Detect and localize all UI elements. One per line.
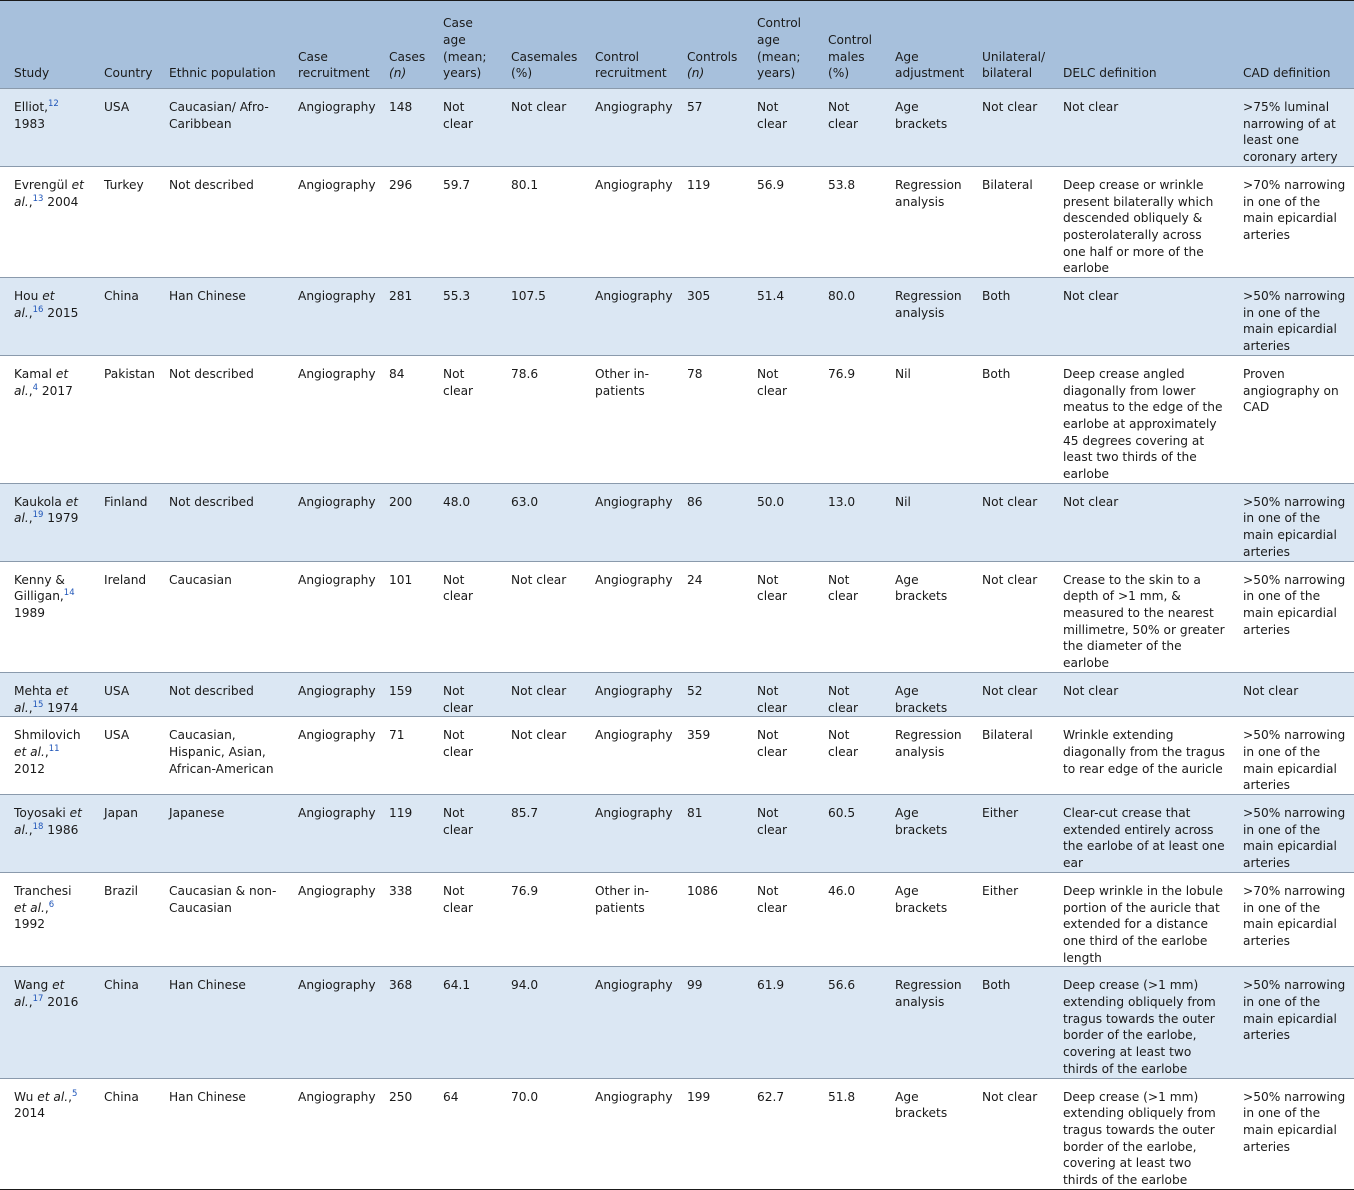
case-age-cell: Not clear: [429, 561, 497, 672]
study-author: Toyosaki: [14, 806, 70, 821]
study-author: Kaukola: [14, 494, 66, 509]
control-males-cell: Not clear: [814, 561, 881, 672]
cases-cell: 148: [375, 89, 429, 167]
delc-definition-cell: Deep wrinkle in the lobule portion of the auricle that extended for a distance one third of the earlobe length: [1049, 872, 1229, 967]
delc-definition-cell: Deep crease (>1 mm) extending obliquely from tragus towards the outer border of the earlobe, covering at least two thirds of the earlobe: [1049, 967, 1229, 1078]
control-recruitment-cell: Angiography: [581, 967, 673, 1078]
delc-definition-cell: Wrinkle extending diagonally from the tragus to rear edge of the auricle: [1049, 717, 1229, 795]
age-adjustment-cell: Nil: [881, 355, 968, 483]
ethnic-cell: Caucasian/ Afro-Caribbean: [155, 89, 284, 167]
study-year: 2016: [43, 995, 79, 1010]
control-males-cell: Not clear: [814, 717, 881, 795]
case-recruitment-cell: Angiography: [284, 1078, 375, 1189]
delc-definition-cell: Clear-cut crease that extended entirely across the earlobe of at least one ear: [1049, 795, 1229, 873]
header-cases: Cases (n): [375, 1, 429, 89]
citation-link[interactable]: 6: [48, 899, 55, 910]
study-cell: Mehta et al.,$^{15}$ 1974: [0, 672, 90, 716]
study-year: 1983: [14, 116, 46, 131]
controls-cell: 81: [673, 795, 743, 873]
ethnic-cell: Caucasian & non-Caucasian: [155, 872, 284, 967]
delc-definition-cell: Not clear: [1049, 483, 1229, 561]
control-recruitment-cell: Angiography: [581, 166, 673, 277]
control-recruitment-cell: Angiography: [581, 1078, 673, 1189]
control-recruitment-cell: Angiography: [581, 278, 673, 356]
country-cell: China: [90, 278, 155, 356]
citation-link[interactable]: 14: [63, 588, 75, 599]
lateral-cell: Not clear: [968, 89, 1049, 167]
header-control-recruitment: Control recruitment: [581, 1, 673, 89]
study-author: Kamal: [14, 366, 56, 381]
country-cell: USA: [90, 672, 155, 716]
cases-cell: 281: [375, 278, 429, 356]
cad-definition-cell: >70% narrowing in one of the main epicardial arteries: [1229, 166, 1354, 277]
header-case-males: Casemales (%): [497, 1, 581, 89]
table-row: [0, 672, 1354, 716]
ethnic-cell: Not described: [155, 166, 284, 277]
case-males-cell: Not clear: [497, 717, 581, 795]
cad-definition-cell: >50% narrowing in one of the main epicardial arteries: [1229, 1078, 1354, 1189]
delc-definition-cell: Not clear: [1049, 278, 1229, 356]
citation-link[interactable]: 19: [32, 510, 44, 521]
country-cell: China: [90, 1078, 155, 1189]
control-males-cell: Not clear: [814, 672, 881, 716]
header-case-age: Case age (mean; years): [429, 1, 497, 89]
study-author: Mehta: [14, 683, 56, 698]
study-etal: et al.: [14, 900, 45, 915]
case-males-cell: 80.1: [497, 166, 581, 277]
controls-cell: 57: [673, 89, 743, 167]
control-males-cell: 46.0: [814, 872, 881, 967]
control-age-cell: 61.9: [743, 967, 814, 1078]
citation-link[interactable]: 5: [71, 1088, 78, 1099]
study-etal: et al.: [14, 683, 69, 715]
case-age-cell: 64: [429, 1078, 497, 1189]
ethnic-cell: Japanese: [155, 795, 284, 873]
study-cell: Wu et al.,$^5$ 2014: [0, 1078, 90, 1189]
study-author: Wu: [14, 1089, 38, 1104]
case-males-cell: Not clear: [497, 561, 581, 672]
case-age-cell: 59.7: [429, 166, 497, 277]
control-recruitment-cell: Angiography: [581, 561, 673, 672]
citation-link[interactable]: 4: [32, 382, 39, 393]
ethnic-cell: Han Chinese: [155, 278, 284, 356]
header-delc-definition: DELC definition: [1049, 1, 1229, 89]
table-row: [0, 717, 1354, 795]
controls-cell: 99: [673, 967, 743, 1078]
case-males-cell: Not clear: [497, 89, 581, 167]
case-recruitment-cell: Angiography: [284, 89, 375, 167]
study-cell: Kamal et al.,$^4$ 2017: [0, 355, 90, 483]
age-adjustment-cell: Age brackets: [881, 89, 968, 167]
study-etal: et al.: [14, 744, 45, 759]
control-males-cell: 56.6: [814, 967, 881, 1078]
study-author: Evrengül: [14, 177, 72, 192]
case-age-cell: Not clear: [429, 355, 497, 483]
lateral-cell: Both: [968, 967, 1049, 1078]
case-recruitment-cell: Angiography: [284, 483, 375, 561]
cad-definition-cell: >75% luminal narrowing of at least one coronary artery: [1229, 89, 1354, 167]
lateral-cell: Not clear: [968, 672, 1049, 716]
control-age-cell: Not clear: [743, 795, 814, 873]
cases-cell: 250: [375, 1078, 429, 1189]
case-males-cell: 76.9: [497, 872, 581, 967]
table-row: [0, 967, 1354, 1078]
age-adjustment-cell: Age brackets: [881, 872, 968, 967]
case-age-cell: 48.0: [429, 483, 497, 561]
country-cell: Finland: [90, 483, 155, 561]
study-cell: Shmilovich et al.,$^{11}$ 2012: [0, 717, 90, 795]
age-adjustment-cell: Age brackets: [881, 1078, 968, 1189]
case-age-cell: 64.1: [429, 967, 497, 1078]
control-males-cell: 60.5: [814, 795, 881, 873]
cases-cell: 368: [375, 967, 429, 1078]
country-cell: Pakistan: [90, 355, 155, 483]
control-age-cell: Not clear: [743, 355, 814, 483]
ethnic-cell: Han Chinese: [155, 967, 284, 1078]
country-cell: China: [90, 967, 155, 1078]
study-author: Elliot,: [14, 100, 48, 114]
delc-definition-cell: Deep crease or wrinkle present bilaterally which descended obliquely & posterolaterally across one half or more of the earlobe: [1049, 166, 1229, 277]
study-author: Shmilovich: [14, 728, 81, 743]
controls-cell: 359: [673, 717, 743, 795]
controls-cell: 119: [673, 166, 743, 277]
lateral-cell: Both: [968, 355, 1049, 483]
table-row: [0, 483, 1354, 561]
study-etal: et al.: [14, 494, 79, 526]
study-year: 1986: [43, 822, 79, 837]
citation-link[interactable]: 18: [32, 821, 44, 832]
header-country: Country: [90, 1, 155, 89]
case-males-cell: 70.0: [497, 1078, 581, 1189]
cases-cell: 101: [375, 561, 429, 672]
control-recruitment-cell: Angiography: [581, 672, 673, 716]
control-age-cell: 51.4: [743, 278, 814, 356]
controls-cell: 1086: [673, 872, 743, 967]
cad-definition-cell: >70% narrowing in one of the main epicardial arteries: [1229, 872, 1354, 967]
case-age-cell: Not clear: [429, 795, 497, 873]
country-cell: Brazil: [90, 872, 155, 967]
delc-definition-cell: Crease to the skin to a depth of >1 mm, & measured to the nearest millimetre, 50% or greater the diameter of the earlobe: [1049, 561, 1229, 672]
age-adjustment-cell: Regression analysis: [881, 166, 968, 277]
country-cell: Turkey: [90, 166, 155, 277]
header-age-adjustment: Age adjustment: [881, 1, 968, 89]
delc-definition-cell: Not clear: [1049, 89, 1229, 167]
study-year: 2017: [38, 383, 73, 398]
citation-link[interactable]: 15: [32, 699, 44, 710]
control-age-cell: Not clear: [743, 717, 814, 795]
age-adjustment-cell: Nil: [881, 483, 968, 561]
ethnic-cell: Han Chinese: [155, 1078, 284, 1189]
case-recruitment-cell: Angiography: [284, 717, 375, 795]
age-adjustment-cell: Age brackets: [881, 561, 968, 672]
study-author: Wang: [14, 978, 53, 993]
control-recruitment-cell: Angiography: [581, 89, 673, 167]
study-cell: Tranchesi et al.,$^6$ 1992: [0, 872, 90, 967]
control-age-cell: 50.0: [743, 483, 814, 561]
case-age-cell: Not clear: [429, 872, 497, 967]
ethnic-cell: Not described: [155, 355, 284, 483]
delc-definition-cell: Not clear: [1049, 672, 1229, 716]
case-males-cell: 85.7: [497, 795, 581, 873]
case-recruitment-cell: Angiography: [284, 795, 375, 873]
table-row: [0, 795, 1354, 873]
lateral-cell: Either: [968, 872, 1049, 967]
ethnic-cell: Not described: [155, 672, 284, 716]
cases-cell: 159: [375, 672, 429, 716]
lateral-cell: Not clear: [968, 561, 1049, 672]
control-age-cell: Not clear: [743, 872, 814, 967]
cad-definition-cell: Not clear: [1229, 672, 1354, 716]
case-age-cell: Not clear: [429, 717, 497, 795]
header-cad-definition: CAD definition: [1229, 1, 1354, 89]
control-age-cell: Not clear: [743, 89, 814, 167]
country-cell: USA: [90, 89, 155, 167]
study-author: Kenny & Gilligan,: [14, 572, 65, 604]
citation-link[interactable]: 11: [48, 743, 60, 754]
study-year: 1992: [14, 917, 46, 932]
case-recruitment-cell: Angiography: [284, 278, 375, 356]
age-adjustment-cell: Regression analysis: [881, 967, 968, 1078]
header-unilateral-bilateral: Unilateral/ bilateral: [968, 1, 1049, 89]
lateral-cell: Either: [968, 795, 1049, 873]
study-etal: et al.: [14, 366, 69, 398]
case-recruitment-cell: Angiography: [284, 672, 375, 716]
lateral-cell: Bilateral: [968, 166, 1049, 277]
study-year: 1989: [14, 605, 46, 620]
case-recruitment-cell: Angiography: [284, 166, 375, 277]
case-recruitment-cell: Angiography: [284, 561, 375, 672]
delc-definition-cell: Deep crease (>1 mm) extending obliquely from tragus towards the outer border of the earlobe, covering at least two thirds of the earlobe: [1049, 1078, 1229, 1189]
case-recruitment-cell: Angiography: [284, 967, 375, 1078]
lateral-cell: Not clear: [968, 483, 1049, 561]
cad-definition-cell: >50% narrowing in one of the main epicardial arteries: [1229, 717, 1354, 795]
control-males-cell: Not clear: [814, 89, 881, 167]
citation-link[interactable]: 17: [32, 994, 44, 1005]
citation-link[interactable]: 12: [47, 99, 59, 109]
table-row: [0, 166, 1354, 277]
case-males-cell: 107.5: [497, 278, 581, 356]
case-recruitment-cell: Angiography: [284, 355, 375, 483]
cases-cell: 200: [375, 483, 429, 561]
country-cell: Japan: [90, 795, 155, 873]
age-adjustment-cell: Age brackets: [881, 795, 968, 873]
control-age-cell: Not clear: [743, 672, 814, 716]
study-year: 2015: [43, 305, 79, 320]
cases-cell: 84: [375, 355, 429, 483]
control-males-cell: 80.0: [814, 278, 881, 356]
case-males-cell: 78.6: [497, 355, 581, 483]
ethnic-cell: Not described: [155, 483, 284, 561]
header-control-age: Control age (mean; years): [743, 1, 814, 89]
cad-definition-cell: Proven angiography on CAD: [1229, 355, 1354, 483]
lateral-cell: Both: [968, 278, 1049, 356]
controls-cell: 305: [673, 278, 743, 356]
country-cell: USA: [90, 717, 155, 795]
control-males-cell: 13.0: [814, 483, 881, 561]
case-age-cell: Not clear: [429, 672, 497, 716]
cad-definition-cell: >50% narrowing in one of the main epicardial arteries: [1229, 795, 1354, 873]
header-row: [0, 1, 1354, 89]
header-ethnic-population: Ethnic population: [155, 1, 284, 89]
study-year: 1979: [43, 511, 79, 526]
case-recruitment-cell: Angiography: [284, 872, 375, 967]
citation-link[interactable]: 16: [32, 304, 44, 315]
age-adjustment-cell: Age brackets: [881, 672, 968, 716]
table-row: [0, 355, 1354, 483]
control-recruitment-cell: Other in-patients: [581, 355, 673, 483]
controls-cell: 199: [673, 1078, 743, 1189]
study-cell: Hou et al.,$^{16}$ 2015: [0, 278, 90, 356]
header-control-males: Control males (%): [814, 1, 881, 89]
study-year: 2012: [14, 761, 46, 776]
cad-definition-cell: >50% narrowing in one of the main epicardial arteries: [1229, 278, 1354, 356]
controls-cell: 86: [673, 483, 743, 561]
citation-link[interactable]: 13: [32, 193, 44, 204]
case-age-cell: 55.3: [429, 278, 497, 356]
table-row: [0, 872, 1354, 967]
controls-cell: 78: [673, 355, 743, 483]
age-adjustment-cell: Regression analysis: [881, 717, 968, 795]
study-year: 2004: [43, 194, 79, 209]
study-cell: Kaukola et al.,$^{19}$ 1979: [0, 483, 90, 561]
table-row: [0, 89, 1354, 167]
cases-cell: 71: [375, 717, 429, 795]
ethnic-cell: Caucasian: [155, 561, 284, 672]
study-cell: Wang et al.,$^{17}$ 2016: [0, 967, 90, 1078]
study-year: 1974: [43, 700, 79, 715]
study-etal: et al.: [37, 1089, 69, 1104]
study-etal: et al.: [14, 289, 55, 320]
table-row: [0, 278, 1354, 356]
header-controls: Controls (n): [673, 1, 743, 89]
study-cell: [0, 561, 90, 672]
study-etal: et al.: [14, 806, 82, 837]
case-males-cell: 63.0: [497, 483, 581, 561]
study-etal: et al.: [14, 177, 84, 209]
control-recruitment-cell: Other in-patients: [581, 872, 673, 967]
lateral-cell: Not clear: [968, 1078, 1049, 1189]
header-case-recruitment: Case recruitment: [284, 1, 375, 89]
study-author: Tranchesi: [14, 883, 72, 898]
case-age-cell: Not clear: [429, 89, 497, 167]
cases-cell: 296: [375, 166, 429, 277]
control-males-cell: 51.8: [814, 1078, 881, 1189]
age-adjustment-cell: Regression analysis: [881, 278, 968, 356]
header-study: Study: [0, 1, 90, 89]
study-year: 2014: [14, 1106, 46, 1121]
cad-definition-cell: >50% narrowing in one of the main epicardial arteries: [1229, 561, 1354, 672]
delc-definition-cell: Deep crease angled diagonally from lower meatus to the edge of the earlobe at approximately 45 degrees covering at least two thirds of the earlobe: [1049, 355, 1229, 483]
control-recruitment-cell: Angiography: [581, 717, 673, 795]
case-males-cell: Not clear: [497, 672, 581, 716]
controls-cell: 52: [673, 672, 743, 716]
control-age-cell: 56.9: [743, 166, 814, 277]
control-males-cell: 53.8: [814, 166, 881, 277]
control-recruitment-cell: Angiography: [581, 483, 673, 561]
controls-cell: 24: [673, 561, 743, 672]
cad-definition-cell: >50% narrowing in one of the main epicardial arteries: [1229, 483, 1354, 561]
control-age-cell: Not clear: [743, 561, 814, 672]
study-cell: Toyosaki et al.,$^{18}$ 1986: [0, 795, 90, 873]
control-recruitment-cell: Angiography: [581, 795, 673, 873]
control-males-cell: 76.9: [814, 355, 881, 483]
study-author: Hou: [14, 289, 43, 304]
study-etal: et al.: [14, 978, 65, 1010]
study-cell: Evrengül et al.,$^{13}$ 2004: [0, 166, 90, 277]
cases-cell: 119: [375, 795, 429, 873]
lateral-cell: Bilateral: [968, 717, 1049, 795]
table-row: [0, 1078, 1354, 1189]
table-row: [0, 561, 1354, 672]
study-cell: [0, 89, 90, 167]
ethnic-cell: Caucasian, Hispanic, Asian, African-American: [155, 717, 284, 795]
control-age-cell: 62.7: [743, 1078, 814, 1189]
cad-definition-cell: >50% narrowing in one of the main epicardial arteries: [1229, 967, 1354, 1078]
country-cell: Ireland: [90, 561, 155, 672]
cases-cell: 338: [375, 872, 429, 967]
case-males-cell: 94.0: [497, 967, 581, 1078]
